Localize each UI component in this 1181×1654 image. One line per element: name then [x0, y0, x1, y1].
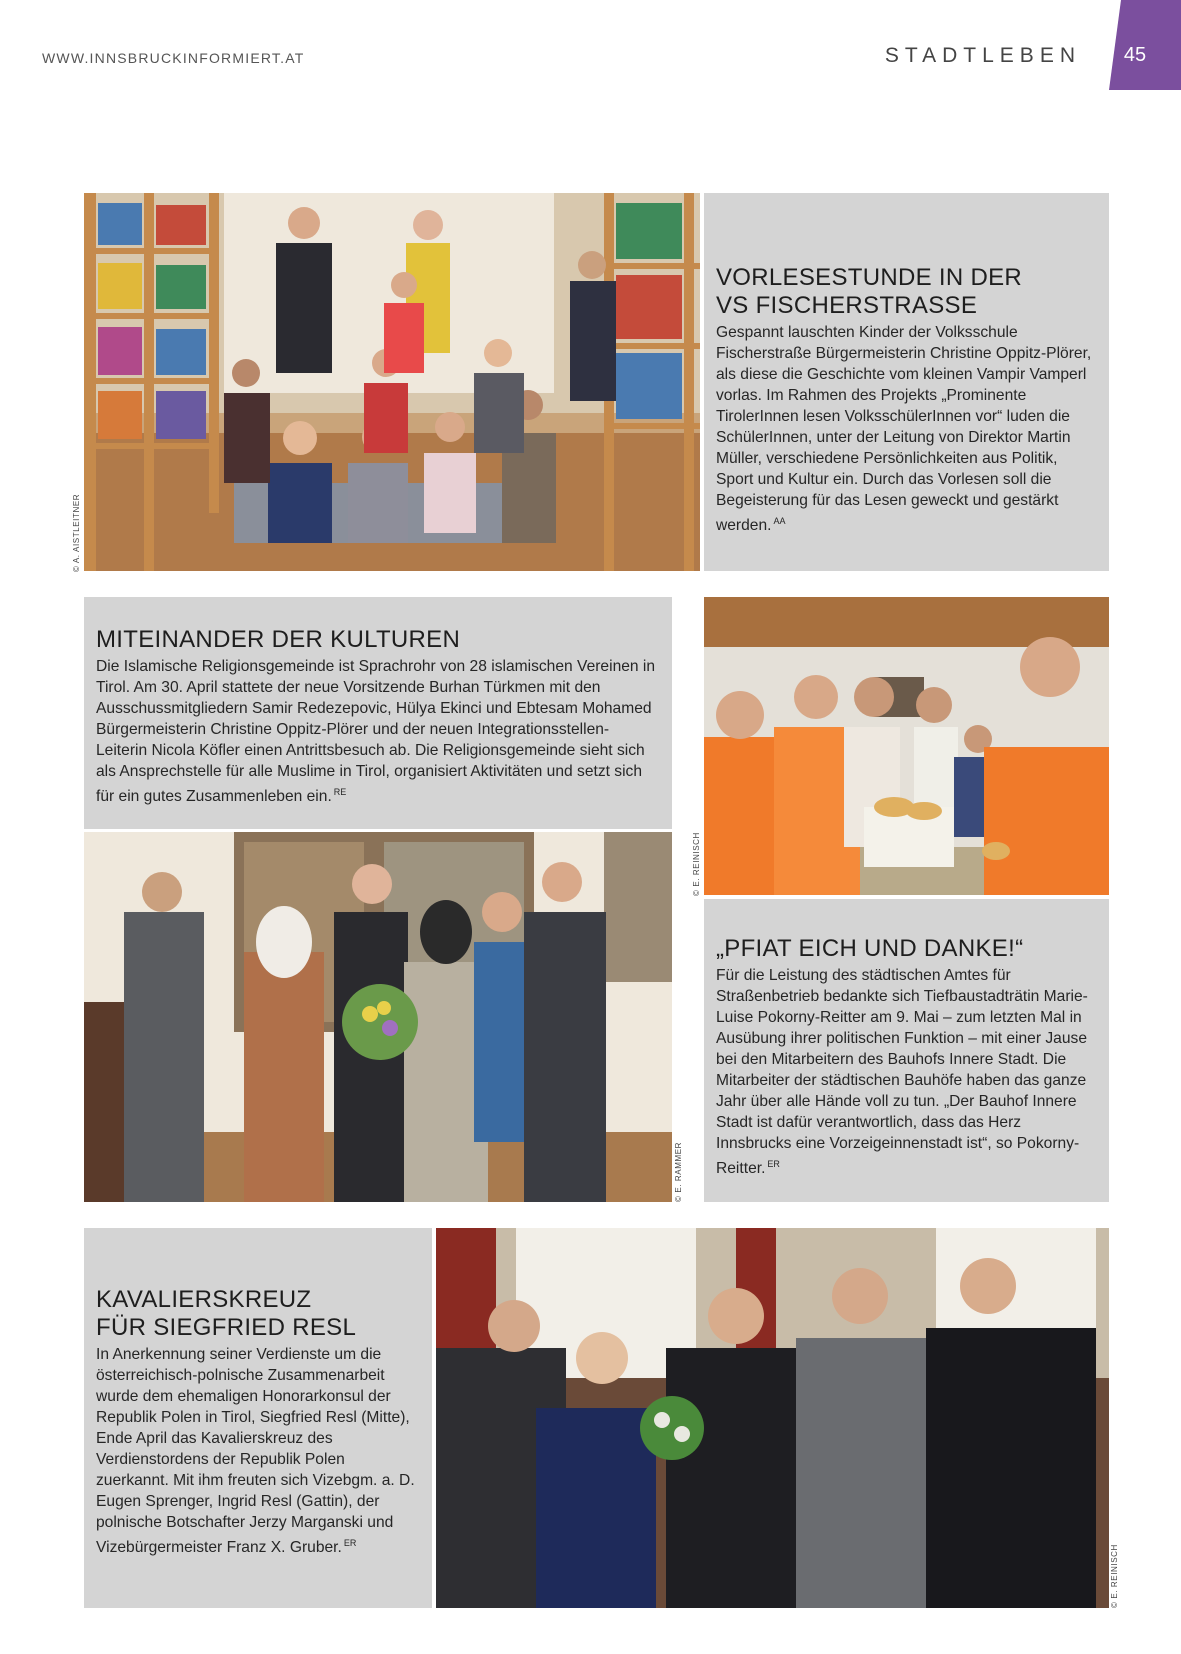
article-title: „PFIAT EICH UND DANKE!“ [716, 935, 1024, 962]
photo-credit-rammer: © E. RAMMER [674, 1141, 683, 1202]
article-body: Für die Leistung des städtischen Amtes für Straßenbetrieb bedankte sich Tiefbaustadträtin Marie-Luise Pokorny-Reitter am 9. Mai – zum letzten Mal in Ausübung ihrer politischen Funktion – mit einer Jause bei den Mitarbeitern des Bauhofs Innere Stadt. Die Mitarbeiter der städtischen Bauhöfe haben das ganze Jahr über alle Hände voll zu tun. „Der Bauhof Innere Stadt ist dafür verantwortlich, dass das Herz Innsbrucks eine Vorzeigeinnenstadt ist“, so Pokorny-Reitter. $^{ER}$ [716, 967, 1088, 1177]
article-pfiat-eich [704, 899, 1109, 1202]
article-body: In Anerkennung seiner Verdienste um die österreichisch-polnische Zusammenarbeit wurde dem ehemaligen Honorarkonsul der Republik Polen in Tirol, Siegfried Resl (Mitte), Ende April das Kavalierskreuz des Verdienstordens der Republik Polen zuerkannt. Mit ihm freuten sich Vizebgm. a. D. Eugen Sprenger, Ingrid Resl (Gattin), der polnische Botschafter Jerzy Marganski und Vizebürgermeister Franz X. Gruber. $^{ER}$ [96, 1346, 415, 1556]
library-reading-photo [84, 193, 700, 571]
photo-credit-reinisch-1: © E. REINISCH [692, 832, 701, 896]
article-miteinander [84, 597, 672, 829]
article-vorlesestunde [704, 193, 1109, 571]
photo-credit-reinisch-2: © E. REINISCH [1110, 1544, 1119, 1608]
kavalierskreuz-award-photo [436, 1228, 1109, 1608]
photo-credit-aistleitner: © A. AISTLEITNER [72, 493, 81, 572]
author-initials: ER [767, 1159, 780, 1169]
section-title: STADTLEBEN [884, 44, 1081, 67]
article-kavalierskreuz [84, 1228, 432, 1608]
page-number: 45 [1123, 44, 1147, 66]
author-initials: RE [333, 787, 347, 797]
author-initials: AA [773, 516, 786, 526]
article-title: VORLESESTUNDE IN DER VS FISCHERSTRASSE [716, 264, 1023, 319]
religious-community-visit-photo [84, 832, 672, 1202]
author-initials: ER [343, 1538, 357, 1548]
bauhof-jause-photo [704, 597, 1109, 895]
site-url[interactable]: WWW.INNSBRUCKINFORMIERT.AT [42, 50, 305, 66]
article-title: MITEINANDER DER KULTUREN [96, 626, 461, 653]
article-title: KAVALIERSKREUZ FÜR SIEGFRIED RESL [96, 1286, 357, 1341]
article-body: Die Islamische Religionsgemeinde ist Sprachrohr von 28 islamischen Vereinen in Tirol. Am 30. April stattete der neue Vorsitzende Burhan Türkmen mit den Ausschussmitgliedern Samir Redezepovic, Hülya Ekinci und Ebtesam Mohamed Bürgermeisterin Christine Oppitz-Plörer und der neuen Integrationsstellen-Leiterin Nicola Köfler einen Antrittsbesuch ab. Die Religionsgemeinde sieht sich als Ansprechstelle für alle Muslime in Tirol, organisiert Aktivitäten und setzt sich für ein gutes Zusammenleben ein. $^{RE}$ [96, 658, 656, 805]
article-body: Gespannt lauschten Kinder der Volksschule Fischerstraße Bürgermeisterin Christine Oppitz-Plörer, als diese die Geschichte vom kleinen Vampir Vamperl vorlas. Im Rahmen des Projekts „Prominente TirolerInnen lesen VolksschülerInnen vor“ luden die SchülerInnen, unter der Leitung von Direktor Martin Müller, verschiedene Persönlichkeiten aus Politik, Sport und Kultur ein. Durch das Vorlesen soll die Begeisterung für das Lesen geweckt und gestärkt werden. $^{AA}$ [716, 324, 1092, 534]
